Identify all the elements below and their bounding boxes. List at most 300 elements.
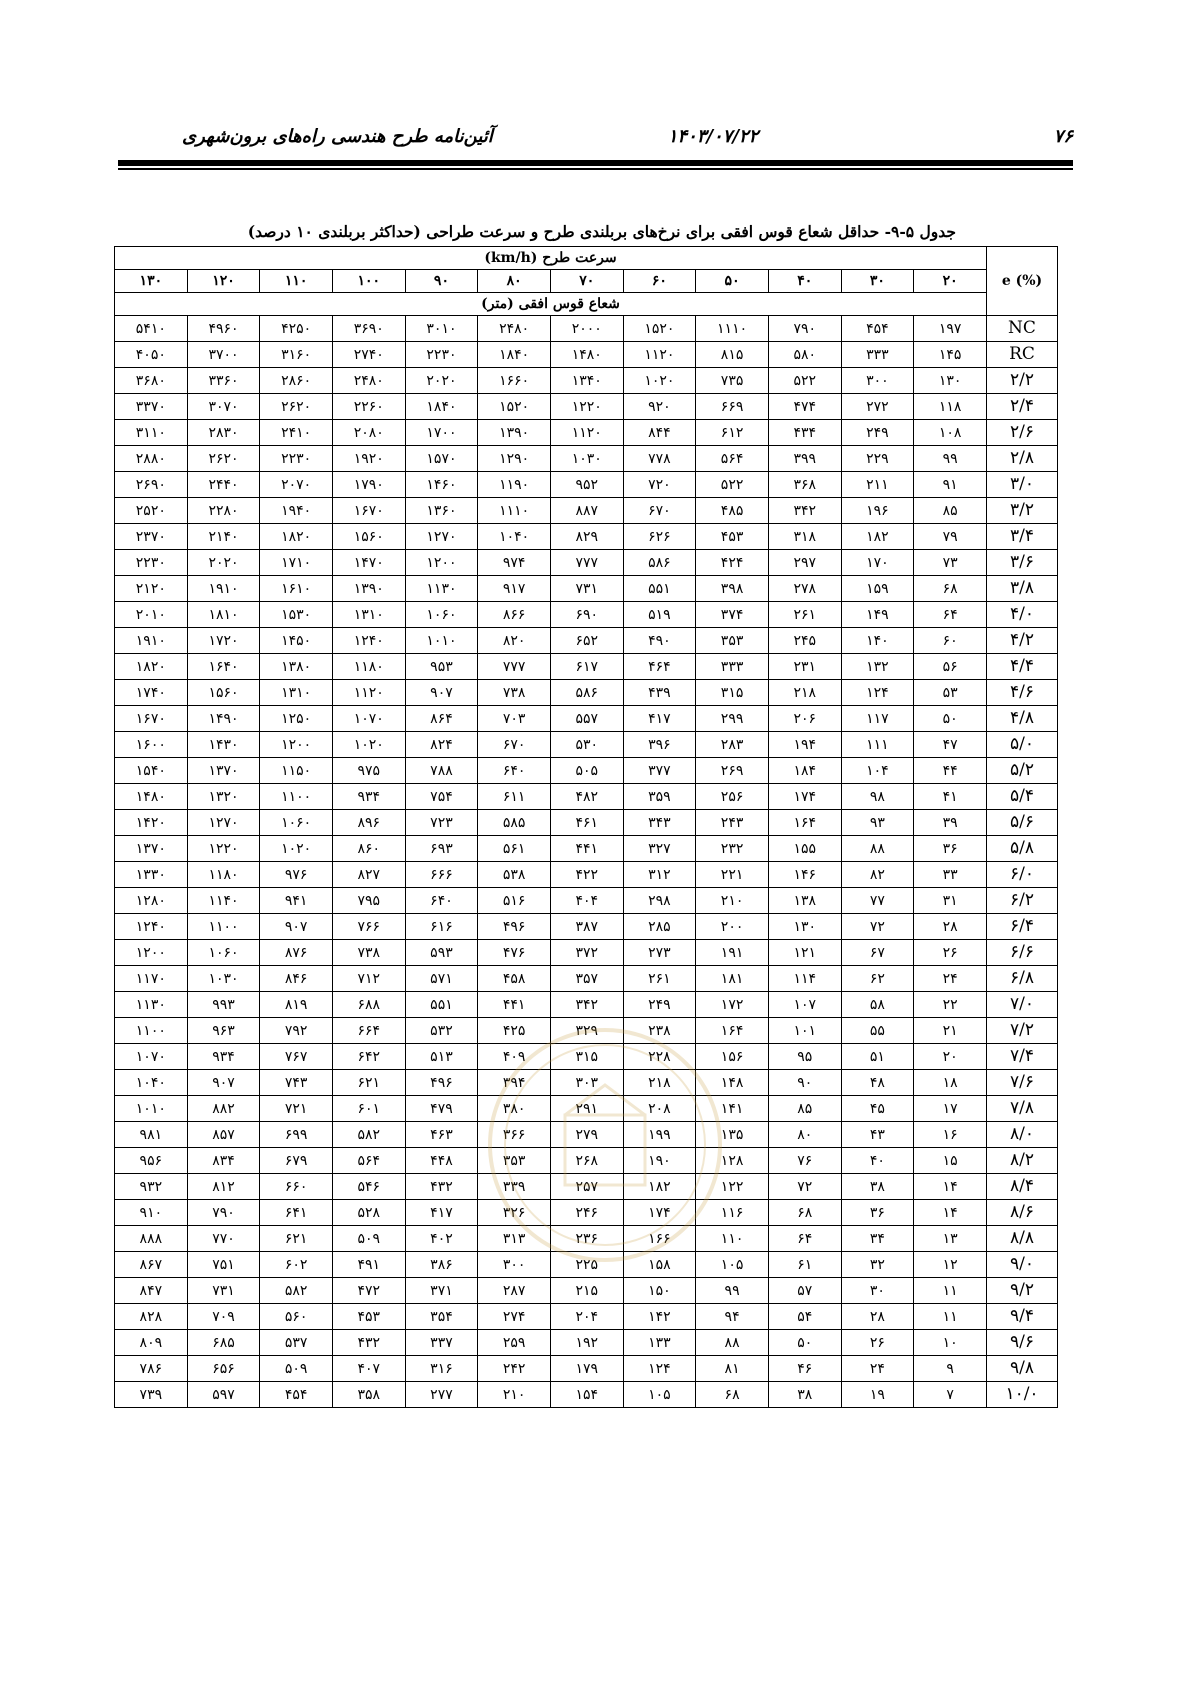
radius-cell: ۱۶۷۰ [332, 498, 405, 524]
radius-cell: ۷۳۸ [478, 680, 551, 706]
table-row [115, 862, 1058, 888]
radius-cell: ۱۸ [914, 1070, 987, 1096]
radius-cell: ۶۱۶ [405, 914, 478, 940]
radius-cell: ۶۶۰ [260, 1174, 333, 1200]
radius-cell: ۲۳۲ [696, 836, 769, 862]
e-cell: ۳/۰ [987, 472, 1058, 498]
radius-cell: ۷۳۱ [187, 1278, 260, 1304]
radius-cell: ۲۹۱ [550, 1096, 623, 1122]
radius-cell: ۳۰۰ [478, 1252, 551, 1278]
radius-cell: ۲۴۳ [696, 810, 769, 836]
radius-cell: ۹۹۳ [187, 992, 260, 1018]
radius-cell: ۱۴۶ [768, 862, 841, 888]
radius-cell: ۱۸۴ [768, 758, 841, 784]
radius-cell: ۸۴۴ [623, 420, 696, 446]
radius-cell: ۳۱۵ [696, 680, 769, 706]
radius-cell: ۲۵۹ [478, 1330, 551, 1356]
radius-cell: ۷۲۱ [260, 1096, 333, 1122]
radius-header: شعاع قوس افقی (متر) [115, 293, 987, 316]
radius-cell: ۱۳۹۰ [478, 420, 551, 446]
radius-cell: ۱۹۱۰ [115, 628, 188, 654]
e-cell: ۶/۰ [987, 862, 1058, 888]
e-cell: ۶/۶ [987, 940, 1058, 966]
radius-cell: ۶۱۷ [550, 654, 623, 680]
radius-cell: ۲۱۴۰ [187, 524, 260, 550]
radius-cell: ۱۰۷ [768, 992, 841, 1018]
table-row [115, 706, 1058, 732]
radius-cell: ۲۴۸۰ [478, 316, 551, 342]
radius-cell: ۳۲۹ [550, 1018, 623, 1044]
radius-cell: ۸۵ [914, 498, 987, 524]
radius-cell: ۴۸۵ [696, 498, 769, 524]
e-header: e (%) [987, 247, 1058, 316]
radius-cell: ۱۲۵۰ [260, 706, 333, 732]
radius-cell: ۲۴۲ [478, 1356, 551, 1382]
radius-cell: ۷۰۹ [187, 1304, 260, 1330]
radius-cell: ۸۸۷ [550, 498, 623, 524]
radius-cell: ۱۴۶۰ [405, 472, 478, 498]
radius-cell: ۹۰۷ [187, 1070, 260, 1096]
radius-cell: ۲۴۶ [550, 1200, 623, 1226]
radius-cell: ۲۶۱ [768, 602, 841, 628]
radius-cell: ۱۵۶۰ [187, 680, 260, 706]
radius-cell: ۳۵۹ [623, 784, 696, 810]
radius-cell: ۲۴۹ [841, 420, 914, 446]
radius-cell: ۹ [914, 1356, 987, 1382]
radius-cell: ۴۰ [841, 1148, 914, 1174]
radius-cell: ۹۴ [696, 1304, 769, 1330]
table-row [115, 628, 1058, 654]
header-row-speeds [115, 270, 1058, 293]
radius-cell: ۲۶۱ [623, 966, 696, 992]
radius-cell: ۴۲۴ [696, 550, 769, 576]
radius-cell: ۵۶۴ [696, 446, 769, 472]
page-header [118, 126, 1073, 156]
radius-cell: ۷۵۱ [187, 1252, 260, 1278]
speed-cell: ۸۰ [478, 270, 551, 293]
radius-cell: ۱۵۳۰ [260, 602, 333, 628]
radius-cell: ۱۲۰۰ [115, 940, 188, 966]
radius-cell: ۱۸۲۰ [115, 654, 188, 680]
radius-cell: ۱۱۴۰ [187, 888, 260, 914]
radius-cell: ۲۲۳۰ [115, 550, 188, 576]
radius-cell: ۳۹۸ [696, 576, 769, 602]
radius-cell: ۴۰۷ [332, 1356, 405, 1382]
header-rule-thick [118, 160, 1073, 166]
speed-cell: ۵۰ [696, 270, 769, 293]
radius-cell: ۶۹۳ [405, 836, 478, 862]
radius-cell: ۲۰۱۰ [115, 602, 188, 628]
radius-cell: ۴۷۹ [405, 1096, 478, 1122]
radius-cell: ۵۸۲ [332, 1122, 405, 1148]
table-row [115, 316, 1058, 342]
radius-cell: ۳۰۱۰ [405, 316, 478, 342]
radius-cell: ۸۲۷ [332, 862, 405, 888]
e-cell: NC [987, 316, 1058, 342]
radius-cell: ۲۲۵ [550, 1252, 623, 1278]
radius-cell: ۲۴۱۰ [260, 420, 333, 446]
radius-cell: ۵۳۰ [550, 732, 623, 758]
radius-cell: ۱۲۷۰ [405, 524, 478, 550]
e-cell: ۲/۲ [987, 368, 1058, 394]
radius-cell: ۳۷۲ [550, 940, 623, 966]
radius-cell: ۵۸ [841, 992, 914, 1018]
radius-cell: ۹۹ [914, 446, 987, 472]
radius-cell: ۹۰۷ [405, 680, 478, 706]
table-row [115, 498, 1058, 524]
e-cell: ۹/۰ [987, 1252, 1058, 1278]
radius-cell: ۲۹۹ [696, 706, 769, 732]
table-row [115, 1174, 1058, 1200]
radius-cell: ۶۷ [841, 940, 914, 966]
radius-cell: ۲۸۳۰ [187, 420, 260, 446]
table-row [115, 1226, 1058, 1252]
radius-cell: ۸۵ [768, 1096, 841, 1122]
radius-cell: ۶۵۶ [187, 1356, 260, 1382]
speed-cell: ۹۰ [405, 270, 478, 293]
radius-cell: ۱۸۲۰ [260, 524, 333, 550]
radius-cell: ۹۱ [914, 472, 987, 498]
radius-cell: ۱۵۲۰ [623, 316, 696, 342]
radius-cell: ۱۲ [914, 1252, 987, 1278]
radius-cell: ۲۲۶۰ [332, 394, 405, 420]
radius-cell: ۵۷ [768, 1278, 841, 1304]
radius-cell: ۳۸۶ [405, 1252, 478, 1278]
e-cell: ۳/۴ [987, 524, 1058, 550]
radius-cell: ۴۲۵۰ [260, 316, 333, 342]
radius-cell: ۱۱۸۰ [187, 862, 260, 888]
radius-cell: ۶۷۰ [478, 732, 551, 758]
radius-cell: ۱۳۱۰ [260, 680, 333, 706]
radius-cell: ۳۵۸ [332, 1382, 405, 1408]
radius-cell: ۵۹۷ [187, 1382, 260, 1408]
radius-cell: ۱۶۰۰ [115, 732, 188, 758]
table-row [115, 1200, 1058, 1226]
radius-cell: ۱۱۳۰ [405, 576, 478, 602]
radius-cell: ۷۰۳ [478, 706, 551, 732]
radius-cell: ۳۳ [914, 862, 987, 888]
table-row [115, 1356, 1058, 1382]
radius-cell: ۲۴۴۰ [187, 472, 260, 498]
radius-cell: ۱۶۴ [696, 1018, 769, 1044]
radius-cell: ۱۵۹ [841, 576, 914, 602]
radius-cell: ۱۱۱ [841, 732, 914, 758]
radius-cell: ۵۸۰ [768, 342, 841, 368]
radius-cell: ۶۶۶ [405, 862, 478, 888]
speed-cell: ۶۰ [623, 270, 696, 293]
radius-cell: ۵۵۱ [405, 992, 478, 1018]
radius-cell: ۶۸۸ [332, 992, 405, 1018]
radius-cell: ۲۳۱ [768, 654, 841, 680]
radius-cell: ۳۲۶ [478, 1200, 551, 1226]
radius-cell: ۹۳ [841, 810, 914, 836]
table-row [115, 888, 1058, 914]
radius-cell: ۱۰۷۰ [332, 706, 405, 732]
radius-cell: ۲۱۱ [841, 472, 914, 498]
radius-cell: ۸۶۶ [478, 602, 551, 628]
radius-cell: ۱۵۶۰ [332, 524, 405, 550]
radius-cell: ۲۰۲۰ [187, 550, 260, 576]
radius-cell: ۵۸۲ [260, 1278, 333, 1304]
radius-cell: ۶۷۹ [260, 1148, 333, 1174]
radius-cell: ۴۹۱ [332, 1252, 405, 1278]
radius-cell: ۲۲۹ [841, 446, 914, 472]
speed-cell: ۱۱۰ [260, 270, 333, 293]
radius-cell: ۸۱۲ [187, 1174, 260, 1200]
radius-cell: ۶۹۰ [550, 602, 623, 628]
radius-cell: ۱۵۷۰ [405, 446, 478, 472]
table-row [115, 1330, 1058, 1356]
radius-cell: ۳۸ [841, 1174, 914, 1200]
radius-cell: ۶۴ [768, 1226, 841, 1252]
radius-cell: ۲۸۵ [623, 914, 696, 940]
table-row [115, 394, 1058, 420]
radius-cell: ۱۳۰ [768, 914, 841, 940]
radius-cell: ۱۲۰۰ [405, 550, 478, 576]
radius-cell: ۷۷۷ [550, 550, 623, 576]
radius-cell: ۳۶ [841, 1200, 914, 1226]
radius-cell: ۲۱۰ [478, 1382, 551, 1408]
radius-cell: ۳۹ [914, 810, 987, 836]
radius-cell: ۹۱۰ [115, 1200, 188, 1226]
radius-cell: ۱۱۲۰ [550, 420, 623, 446]
radius-cell: ۲۵۶ [696, 784, 769, 810]
radius-cell: ۷۶۶ [332, 914, 405, 940]
radius-cell: ۱۰۱۰ [115, 1096, 188, 1122]
radius-cell: ۴۹۶۰ [187, 316, 260, 342]
radius-cell: ۷۶۷ [260, 1044, 333, 1070]
e-cell: ۳/۲ [987, 498, 1058, 524]
radius-cell: ۵۱ [841, 1044, 914, 1070]
radius-cell: ۲۳۶ [550, 1226, 623, 1252]
radius-cell: ۱۲۸ [696, 1148, 769, 1174]
radius-cell: ۶۱۱ [478, 784, 551, 810]
radius-cell: ۲۰۸۰ [332, 420, 405, 446]
radius-cell: ۳۰۷۰ [187, 394, 260, 420]
radius-cell: ۳۹۶ [623, 732, 696, 758]
radius-cell: ۴۳۲ [332, 1330, 405, 1356]
e-cell: ۴/۰ [987, 602, 1058, 628]
e-cell: ۲/۸ [987, 446, 1058, 472]
radius-cell: ۱۷۲۰ [187, 628, 260, 654]
radius-cell: ۸۸ [841, 836, 914, 862]
radius-cell: ۵۰۵ [550, 758, 623, 784]
radius-cell: ۱۵۲۰ [478, 394, 551, 420]
radius-cell: ۳۱۱۰ [115, 420, 188, 446]
radius-cell: ۳۳۷۰ [115, 394, 188, 420]
radius-cell: ۱۹۱ [696, 940, 769, 966]
radius-cell: ۱۸۲ [623, 1174, 696, 1200]
radius-cell: ۱۳۳۰ [115, 862, 188, 888]
radius-cell: ۲۱۸ [623, 1070, 696, 1096]
radius-cell: ۳۶۶ [478, 1122, 551, 1148]
radius-cell: ۱۰۸ [914, 420, 987, 446]
radius-cell: ۱۴ [914, 1200, 987, 1226]
radius-cell: ۲۲ [914, 992, 987, 1018]
radius-cell: ۴۵۳ [332, 1304, 405, 1330]
radius-cell: ۱۱۰۰ [187, 914, 260, 940]
radius-cell: ۶۱ [768, 1252, 841, 1278]
radius-cell: ۴۰۲ [405, 1226, 478, 1252]
radius-cell: ۱۳۰ [914, 368, 987, 394]
e-cell: ۷/۰ [987, 992, 1058, 1018]
radius-cell: ۸۱ [696, 1356, 769, 1382]
radius-cell: ۱۶۷۰ [115, 706, 188, 732]
e-cell: ۸/۶ [987, 1200, 1058, 1226]
radius-cell: ۱۴۸ [696, 1070, 769, 1096]
radius-cell: ۳۵۴ [405, 1304, 478, 1330]
radius-cell: ۱۷۰۰ [405, 420, 478, 446]
radius-cell: ۱۸۲ [841, 524, 914, 550]
radius-cell: ۱۱۶ [696, 1200, 769, 1226]
radius-cell: ۲۸۷ [478, 1278, 551, 1304]
radius-cell: ۱۱۴ [768, 966, 841, 992]
radius-cell: ۲۴۹ [623, 992, 696, 1018]
radius-cell: ۲۷۹ [550, 1122, 623, 1148]
radius-cell: ۱۲۲ [696, 1174, 769, 1200]
radius-cell: ۷۵۴ [405, 784, 478, 810]
radius-cell: ۲۶ [914, 940, 987, 966]
radius-cell: ۹۰ [768, 1070, 841, 1096]
radius-cell: ۳۷۱ [405, 1278, 478, 1304]
radius-cell: ۵۳۷ [260, 1330, 333, 1356]
radius-cell: ۷۳ [914, 550, 987, 576]
radius-cell: ۲۸۸۰ [115, 446, 188, 472]
radius-cell: ۳۱۵ [550, 1044, 623, 1070]
radius-cell: ۹۹ [696, 1278, 769, 1304]
radius-cell: ۲۲۸ [623, 1044, 696, 1070]
radius-cell: ۷۹۰ [768, 316, 841, 342]
radius-cell: ۶۲ [841, 966, 914, 992]
table-row [115, 836, 1058, 862]
e-cell: ۵/۲ [987, 758, 1058, 784]
speed-cell: ۳۰ [841, 270, 914, 293]
radius-cell: ۷۲۳ [405, 810, 478, 836]
radius-cell: ۵۰ [914, 706, 987, 732]
radius-cell: ۱۴۱ [696, 1096, 769, 1122]
radius-cell: ۷۸۶ [115, 1356, 188, 1382]
radius-cell: ۴۱ [914, 784, 987, 810]
radius-cell: ۵۱۳ [405, 1044, 478, 1070]
radius-cell: ۴۳۲ [405, 1174, 478, 1200]
radius-cell: ۱۰۴۰ [478, 524, 551, 550]
radius-cell: ۲۸۶۰ [260, 368, 333, 394]
radius-cell: ۲۰۲۰ [405, 368, 478, 394]
radius-cell: ۷۲ [768, 1174, 841, 1200]
radius-cell: ۹۱۷ [478, 576, 551, 602]
radius-cell: ۴۷۲ [332, 1278, 405, 1304]
radius-cell: ۱۰۱۰ [405, 628, 478, 654]
radius-cell: ۱۶۶۰ [478, 368, 551, 394]
radius-cell: ۶۸ [768, 1200, 841, 1226]
radius-cell: ۱۶۴ [768, 810, 841, 836]
radius-cell: ۶۴۰ [405, 888, 478, 914]
radius-cell: ۱۲۲۰ [187, 836, 260, 862]
radius-cell: ۱۹۱۰ [187, 576, 260, 602]
table-row [115, 524, 1058, 550]
radius-cell: ۶۵۲ [550, 628, 623, 654]
radius-cell: ۱۴۷۰ [332, 550, 405, 576]
radius-cell: ۳۳۹ [478, 1174, 551, 1200]
radius-cell: ۸۸۸ [115, 1226, 188, 1252]
table-row [115, 1096, 1058, 1122]
radius-cell: ۱۳۳ [623, 1330, 696, 1356]
radius-cell: ۵۲۲ [768, 368, 841, 394]
radius-cell: ۱۶۱۰ [260, 576, 333, 602]
e-cell: ۸/۰ [987, 1122, 1058, 1148]
radius-cell: ۸۳۴ [187, 1148, 260, 1174]
radius-cell: ۶۰۲ [260, 1252, 333, 1278]
radius-cell: ۳۷۷ [623, 758, 696, 784]
page-number: ۷۶ [1053, 126, 1073, 147]
radius-cell: ۴۲۲ [550, 862, 623, 888]
radius-cell: ۶۱۲ [696, 420, 769, 446]
radius-cell: ۱۳۱۰ [332, 602, 405, 628]
radius-cell: ۷۳۹ [115, 1382, 188, 1408]
radius-cell: ۳۹۴ [478, 1070, 551, 1096]
e-cell: ۲/۴ [987, 394, 1058, 420]
radius-cell: ۲۰۰۰ [550, 316, 623, 342]
radius-cell: ۱۲۴۰ [115, 914, 188, 940]
table-row [115, 758, 1058, 784]
radius-cell: ۸۲۸ [115, 1304, 188, 1330]
table-row [115, 420, 1058, 446]
table-row [115, 550, 1058, 576]
header-row-speed-title [115, 247, 1058, 270]
radius-cell: ۷۸۸ [405, 758, 478, 784]
e-cell: ۵/۶ [987, 810, 1058, 836]
radius-cell: ۴۵۸ [478, 966, 551, 992]
radius-cell: ۱۸۴۰ [478, 342, 551, 368]
radius-cell: ۱۴۸۰ [550, 342, 623, 368]
radius-cell: ۸۱۵ [696, 342, 769, 368]
e-cell: ۶/۲ [987, 888, 1058, 914]
radius-cell: ۱۳۹۰ [332, 576, 405, 602]
radius-cell: ۱۴۵۰ [260, 628, 333, 654]
speed-cell: ۱۲۰ [187, 270, 260, 293]
radius-cell: ۱۴۳۰ [187, 732, 260, 758]
table-row [115, 602, 1058, 628]
radius-cell: ۹۵۳ [405, 654, 478, 680]
radius-cell: ۳۸ [768, 1382, 841, 1408]
radius-cell: ۴۱۷ [405, 1200, 478, 1226]
radius-cell: ۱۲۲۰ [550, 394, 623, 420]
radius-cell: ۷۳۸ [332, 940, 405, 966]
document-title: آئین‌نامه طرح هندسی راه‌های برون‌شهری [182, 126, 493, 147]
min-radius-table [114, 246, 1058, 1408]
e-cell: ۵/۸ [987, 836, 1058, 862]
table-row [115, 784, 1058, 810]
radius-cell: ۲۰۰ [696, 914, 769, 940]
radius-cell: ۹۵۶ [115, 1148, 188, 1174]
radius-cell: ۱۱۸۰ [332, 654, 405, 680]
radius-cell: ۹۰۷ [260, 914, 333, 940]
radius-cell: ۵۸۶ [623, 550, 696, 576]
radius-cell: ۵۴۱۰ [115, 316, 188, 342]
e-cell: RC [987, 342, 1058, 368]
e-cell: ۹/۸ [987, 1356, 1058, 1382]
radius-cell: ۱۱۲۰ [623, 342, 696, 368]
radius-cell: ۱۵ [914, 1148, 987, 1174]
radius-cell: ۳۷۴ [696, 602, 769, 628]
radius-cell: ۵۶۰ [260, 1304, 333, 1330]
radius-cell: ۳۱۳ [478, 1226, 551, 1252]
radius-cell: ۱۳۲ [841, 654, 914, 680]
radius-cell: ۱۹۹ [623, 1122, 696, 1148]
radius-cell: ۲۹۸ [623, 888, 696, 914]
radius-cell: ۵۲۸ [332, 1200, 405, 1226]
radius-cell: ۱۷۹۰ [332, 472, 405, 498]
